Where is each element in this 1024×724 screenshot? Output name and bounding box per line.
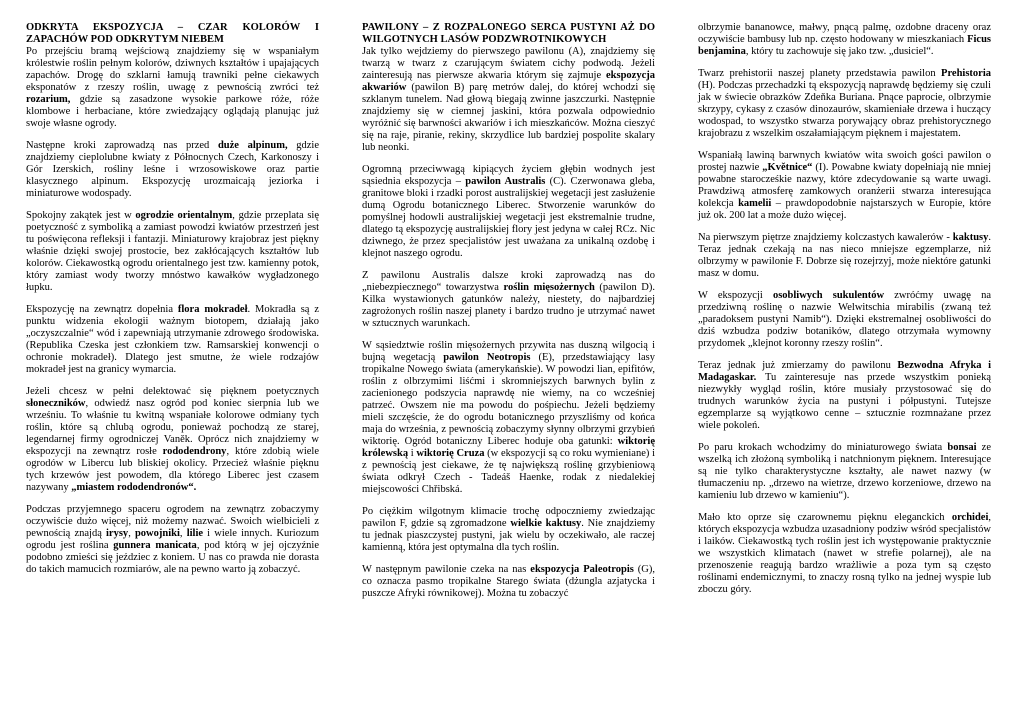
text-run: Po paru krokach wchodzimy do miniaturowego świata <box>698 442 948 453</box>
bold-text: ekspozycja Paleotropis <box>530 564 634 575</box>
text-run: (C). Czerwonawa gleba, granitowe bloki i rzadki porost australijskiej wegetacji jest zasłużenie dumą Ogrodu botanicznego Liberec. Stworzenie warunków do pomyślnej hodowli australijskiej wegetacji jest ekstremalnie trudne, dlatego tą ekspozycję australijskiej flory jest jedyna w całej RCz. Nic dziwnego, że przez specjalistów jest uważana za unikalną ozdobę i klejnot naszego ogrodu. <box>362 176 656 259</box>
text-run: (w ekspozycji są co roku wymieniane) i z pewnością jest ciekawe, że tę największą roślinę grzybieniową świata odkrył Czech - Tadeáš Haenke, rodak z niedalekiej miejscowości Chřibská. <box>362 448 655 495</box>
bold-text: lilie <box>186 528 204 539</box>
bold-text: powojniki <box>134 528 180 539</box>
text-run: , które zdobią wiele ogrodów w Libercu lub bliskiej okolicy. Przecież właśnie pięknu tych krzewów jest powodem, dla którego Liberec jest czasem nazywany <box>26 446 319 493</box>
text-run: Ogromną przeciwwagą kipiących życiem głębin wodnych jest sąsiednia ekspozycja – <box>362 164 655 187</box>
bold-text: duże alpinum, <box>217 140 288 151</box>
text-run: olbrzymie bananowce, małwy, pnącą palmę, ozdobne draceny oraz oczywiście bambusy lub np. często hodowany w mieszkaniach <box>698 22 991 45</box>
text-run: Tu zainteresuje nas przede wszystkim ponieką niezwykły wygląd roślin, które musiały przystosować się do trudnych warunków życia na pustyni i półpustyni. Tutejsze egzemplarze są wyjątkowo cenne – sztucznie rozmnażane przez wiele pokoleń. <box>698 372 991 431</box>
text-column-1 <box>26 22 319 586</box>
text-run: . Nie znajdziemy tu jednak piaszczystej pustyni, jak wielu by oczekiwało, ale raczej kamienną, która jest optymalna dla tych roślin. <box>362 518 655 553</box>
paragraph <box>26 46 319 130</box>
text-run: Następne kroki zaprowadzą nas przed <box>26 140 218 151</box>
bold-text: kaktusy <box>952 232 989 243</box>
paragraph <box>362 164 655 260</box>
text-run: Spokojny zakątek jest w <box>26 210 136 221</box>
column-body <box>698 22 991 596</box>
text-run: , odwiedź nasz ogród pod koniec sierpnia lub we wrześniu. To właśnie tu kwitną wspaniałe kolorowe odmiany tych roślin, które są chlubą ogrodu, ponieważ pochodzą ze starej, legendarnej firmy ogrodniczej Vaněk. Oprócz nich znajdziemy w ekspozycji na zewnątrz rosłe <box>26 398 319 457</box>
bold-text: kamelii <box>738 198 772 209</box>
bold-text: rozarium, <box>26 94 71 105</box>
paragraph <box>698 232 991 280</box>
text-run: gdzie znajdziemy cieplolubne kwiaty z Północnych Czech, Karkonoszy i Gór Izerskich, rośliny leśne i wrzosowiskowe oraz partie klasycznego alpinum. Ekspozycję urozmaicają jeziorka i miniaturowe wodospady. <box>26 140 319 199</box>
column-body <box>26 46 319 576</box>
text-run: W sąsiedztwie roślin mięsożernych przywita nas duszną wilgocią i bujną wegetacją <box>362 340 655 363</box>
bold-text: irysy <box>106 528 129 539</box>
text-run: . Teraz jednak czekają na nas nieco mniejsze egzemplarze, niż olbrzymy w pawilonie F. Dobrze się rozejrzyj, może niektóre gatunki masz w domu. <box>698 232 991 279</box>
text-run: ze wszelką ich złożoną symboliką i natchnionym pięknem. Interesujące są nie tylko charakterystyczne kształty, ale nawet nazwy (w tłumaczeniu np. „drzewo na wietrze, drzewo korzeniowe, drzewo na kamieniu lub drzewo w kamieniu“). <box>698 442 991 501</box>
paragraph <box>698 150 991 222</box>
paragraph <box>698 290 991 350</box>
bold-text: „Květnice“ <box>762 162 813 173</box>
text-run: Z pawilonu Australis dalsze kroki zaprowadzą nas do „niebezpiecznego“ towarzystwa <box>362 270 655 293</box>
text-run: (G), co oznacza pasmo tropikalne Starego świata (dżungla azjatycka i puszcze Afryki równikowej). Można tu zobaczyć <box>362 564 656 599</box>
section-heading: PAWILONY – Z ROZPALONEGO SERCA PUSTYNI AŻ DO WILGOTNYCH LASÓW PODZWROTNIKOWYCH <box>362 22 655 45</box>
paragraph <box>698 68 991 140</box>
bold-text: Prehistoria <box>941 68 991 79</box>
text-run: . Mokradła są z punktu widzenia ekologii ważnym biotopem, działają jako „oczyszczalnie“ wód i zapewniają utrzymanie zdrowego środowiska. (Republika Czeska jest członkiem tzw. Ramsarskiej konwencji o ochronie mokradeł). Dlatego jest smutne, że wiele rodzajów mokradeł jest na granicy wymarcia. <box>26 304 319 375</box>
text-run: Mało kto oprze się czarownemu pięknu eleganckich <box>698 512 952 523</box>
text-run: i <box>408 448 417 459</box>
bold-text: wiktorię Cruza <box>416 448 485 459</box>
bold-text: wiktorię królewską <box>362 436 655 459</box>
text-run: , <box>128 528 135 539</box>
text-run: (E), przedstawiający lasy tropikalne Nowego świata (amerykańskie). W powodzi lian, epifitów, roślin z olbrzymimi liśćmi i skromniejszych barwnych bylin z zacienionego podszycia naprawdę nie wiemy, na co wcześniej patrzeć. Owszem nie ma powodu do pośpiechu. Jeżeli będziemy mieli szczęście, że do ogrodu botanicznego przyszliśmy od końca maja do września, z pewnością zobaczymy słynny olbrzymi grzybień wiktorię. Ogród botaniczny Liberec hoduje oba gatunki: <box>362 352 656 447</box>
bold-text: Bezwodna Afryka i Madagaskar. <box>698 360 991 383</box>
paragraph <box>26 140 319 200</box>
text-column-3 <box>698 22 991 606</box>
bold-text: bonsai <box>947 442 977 453</box>
text-run: Po ciężkim wilgotnym klimacie trochę odpoczniemy zwiedzając pawilon F, gdzie są zgromadzone <box>362 506 655 529</box>
text-column-2 <box>362 22 655 610</box>
paragraph <box>26 386 319 494</box>
bold-text: roślin mięsożernych <box>503 282 595 293</box>
bold-text: ogrodzie orientalnym <box>135 210 233 221</box>
text-run: Na pierwszym piętrze znajdziemy kolczastych kawalerów - <box>698 232 953 243</box>
bold-text: „miastem rododendronów“. <box>71 482 197 493</box>
text-run: , który tu zachowuje się jako tzw. „dusiciel“. <box>745 46 934 57</box>
text-run: , gdzie przeplata się poetyczność z symboliką a zamiast powodzi kwiatów przestrzeń jest tu poświęcona refleksji i fantazji. Miniaturowy krajobraz jest piękny właśnie dzięki swojej prostocie, bez zakłócających kształtów lub kolorów. Ciekawostką ogrodu orientalnego jest tzw. kamienny potok, który zamiast wody tworzy mnóstwo kawałków wygładzonego łupku. <box>26 210 319 293</box>
text-run: Twarz prehistorii naszej planety przedstawia pawilon <box>698 68 942 79</box>
bold-text: osobliwych sukulentów <box>772 290 885 301</box>
bold-text: słoneczników <box>26 398 86 409</box>
text-run: i wiele innych. Kuriozum ogrodu jest roślina <box>26 528 320 551</box>
text-run: (pawilon D). Kilka wystawionych gatunków należy, niestety, do najbardziej zagrożonych roślin naszej planety i bardzo trudno je utrzymać nawet w sztucznych warunkach. <box>362 282 656 329</box>
bold-text: pawilon Australis <box>465 176 546 187</box>
text-run: , <box>179 528 187 539</box>
bold-text: orchidei <box>951 512 989 523</box>
paragraph <box>362 270 655 330</box>
text-run: W następnym pawilonie czeka na nas <box>362 564 531 575</box>
text-run: gdzie są zasadzone wysokie parkowe róże, róże klombowe i herbaciane, które zwiedzający oglądają planując już swoje własne ogrody. <box>26 94 319 129</box>
text-run: Teraz jednak już zmierzamy do pawilonu <box>698 360 898 371</box>
paragraph <box>698 22 991 58</box>
bold-text: pawilon Neotropis <box>443 352 531 363</box>
paragraph <box>362 506 655 554</box>
bold-text: rododendrony <box>162 446 227 457</box>
text-run: Wspaniałą lawiną barwnych kwiatów wita swoich gości pawilon o prostej nazwie <box>698 150 991 173</box>
text-run: Ekspozycję na zewnątrz dopełnia <box>26 304 178 315</box>
text-run: (I). Powabne kwiaty dopełniają nie mniej powabne starocześkie nazwy, które zdecydowanie są warte uwagi. Prawdziwą atmosferę zamkowych oranżerii stwarza interesująca kolekcja <box>698 162 991 209</box>
bold-text: ekspozycja akwariów <box>362 70 655 93</box>
text-run: , pod którą w jej ojczyźnie podobno zmieści się jeździec z koniem. U nas co prawda nie dorasta do takich mamucich rozmiarów, ale na pewno warto ją zobaczyć. <box>26 540 319 575</box>
bold-text: Ficus benjamina <box>698 34 991 57</box>
paragraph <box>362 340 655 496</box>
paragraph <box>362 564 655 600</box>
paragraph <box>26 504 319 576</box>
paragraph <box>698 442 991 502</box>
text-run: W ekspozycji <box>698 290 773 301</box>
text-run: Po przejściu bramą wejściową znajdziemy się w wspaniałym królestwie roślin pełnym kolorów, dziwnych kształtów i upajających zapachów. Drogę do szklarni łamują trawniki pełne ciekawych eksponatów z rzeszy roślin, uwagę z pewnością zwróci też <box>26 46 319 93</box>
bold-text: flora mokradeł <box>177 304 248 315</box>
text-run: (H). Podczas przechadzki tą ekspozycją naprawdę będziemy się czuli jak w świecie obrazków Zdeňka Buriana. Pnące paprocie, olbrzymie skrzypy, cykasy z czasów dinozaurów, skamieniałe drzewa i huczący wodospad, to wszystko stwarza porywający obraz prehistorycznego krajobrazu z wszelkim oszałamiającym pięknem i majestatem. <box>698 80 991 139</box>
text-run: zwróćmy uwagę na przedziwną roślinę o nazwie Welwitschia mirabilis (zwaną też „paradoksem pustyni Namib“). Dzięki ekstremalnej osobliwości do dziś wzbudza podziw botaników, dlatego otrzymała wymowny przydomek „klejnot koronny rzeszy roślin“. <box>698 290 991 349</box>
paragraph <box>698 512 991 596</box>
text-run: Jeżeli chcesz w pełni delektować się pięknem poetycznych <box>26 386 319 397</box>
paragraph <box>698 360 991 432</box>
text-run: (pawilon B) parę metrów dalej, do której wchodzi się szklanym tunelem. Nad głową biegają zwinne jaszczurki. Następnie znajdziemy się w ciemnej jaskini, która pozwala odpowiednio wyróżnić się barwności akwariów i ich mieszkańców. Można cieszyć się na raje, piranie, rekiny, skrzydlice lub bardziej pospolite skalary lub neonki. <box>362 82 655 153</box>
paragraph <box>26 210 319 294</box>
bold-text: wielkie kaktusy <box>510 518 582 529</box>
text-run: – prawdopodobnie najstarszych w Europie, które już ok. 200 lat a może dużo więcej. <box>698 198 991 221</box>
bold-text: gunnera manicata <box>113 540 197 551</box>
text-run: Podczas przyjemnego spaceru ogrodem na zewnątrz zobaczymy oczywiście dużo więcej, niż możemy nazwać. Swoich wielbicieli z pewnością znajdą <box>26 504 319 539</box>
text-run: , których ekspozycja wzbudza uzasadniony podziw wśród specjalistów i laików. Ciekawostką tych roślin jest ich występowanie praktycznie we wszystkich klimatach (nawet w strefie polarnej), ale na przenoszenie reagują bardzo wrażliwie a poza tym są często roślinami endemicznymi, to znaczy rosną tylko na jednej wyspie lub zboczu góry. <box>698 512 991 595</box>
paragraph <box>26 304 319 376</box>
text-run: Jak tylko wejdziemy do pierwszego pawilonu (A), znajdziemy się twarzą w twarz z czarującym światem cichy podwodą. Jeżeli zainteresują nas pierwsze akwaria którym się zajmuje <box>362 46 655 81</box>
paragraph <box>362 46 655 154</box>
section-heading: ODKRYTA EKSPOZYCJA – CZAR KOLORÓW I ZAPACHÓW POD ODKRYTYM NIEBEM <box>26 22 319 45</box>
column-body <box>362 46 655 600</box>
